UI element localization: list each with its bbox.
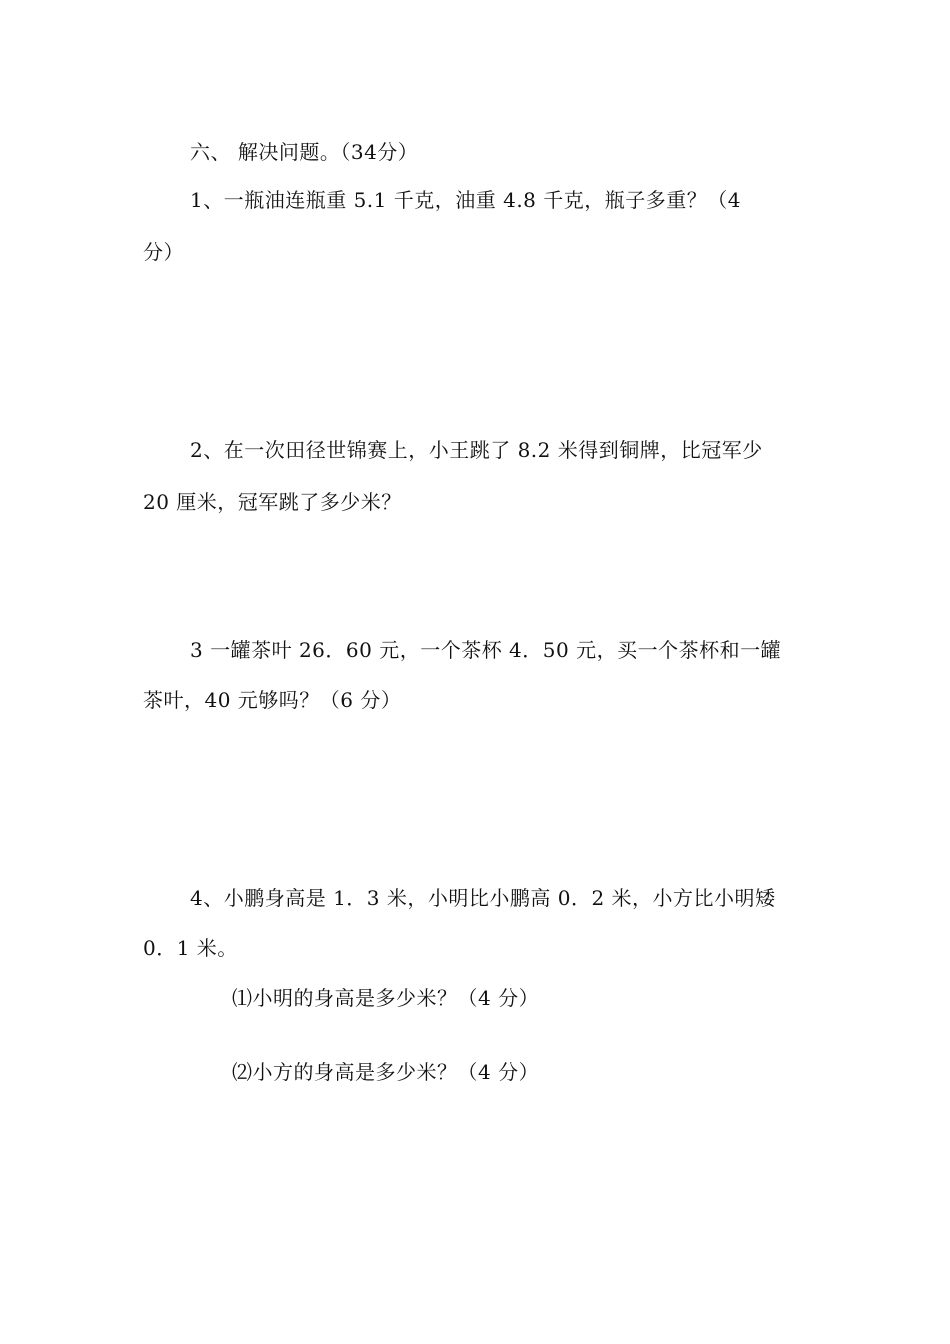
question-4-subquestion-1: ⑴小明的身高是多少米？（4 分） (232, 986, 540, 1010)
question-2-line-2: 20 厘米，冠军跳了多少米？ (143, 490, 402, 514)
question-3-line-2: 茶叶，40 元够吗？（6 分） (143, 688, 402, 712)
question-1-line-2: 分） (143, 240, 184, 264)
question-3-line-1: 3 一罐茶叶 26．60 元，一个茶杯 4．50 元，买一个茶杯和一罐 (190, 638, 782, 662)
question-4-line-2: 0．1 米。 (143, 936, 238, 960)
question-2-line-1: 2、在一次田径世锦赛上，小王跳了 8.2 米得到铜牌，比冠军少 (190, 438, 763, 462)
question-4-subquestion-2: ⑵小方的身高是多少米？（4 分） (232, 1060, 540, 1084)
question-1-line-1: 1、一瓶油连瓶重 5.1 千克，油重 4.8 千克，瓶子多重？（4 (190, 188, 741, 212)
section-heading: 六、 解决问题。（34分） (190, 140, 419, 164)
question-4-line-1: 4、小鹏身高是 1．3 米，小明比小鹏高 0．2 米，小方比小明矮 (190, 886, 776, 910)
